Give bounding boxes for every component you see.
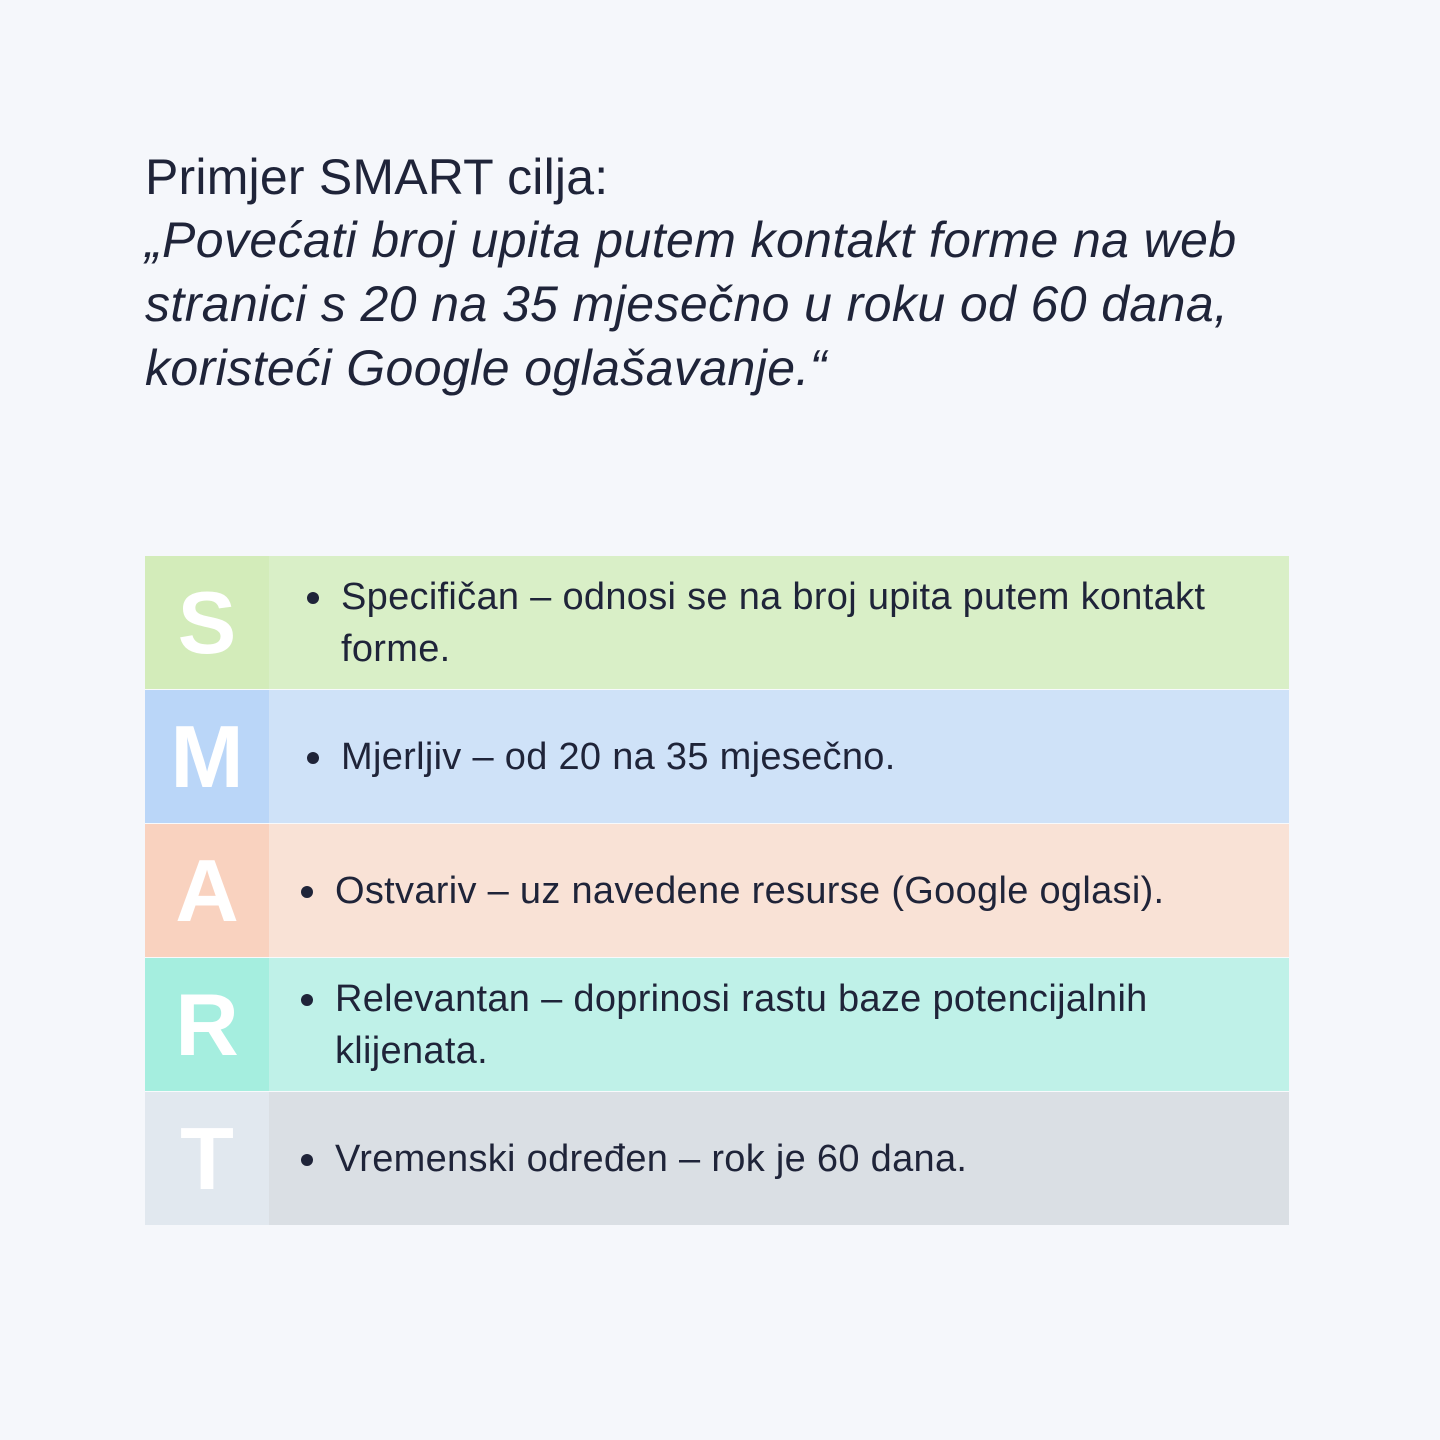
smart-letter-a: A bbox=[145, 824, 269, 957]
smart-row-r bbox=[145, 957, 1289, 1091]
smart-row-m bbox=[145, 689, 1289, 823]
smart-letter-t: T bbox=[145, 1092, 269, 1225]
smart-text-a: Ostvariv – uz navedene resurse (Google oglasi). bbox=[335, 869, 1165, 912]
page-title: Primjer SMART cilja: bbox=[145, 149, 609, 205]
smart-text-cell-a bbox=[269, 824, 1289, 957]
bullet-icon bbox=[301, 865, 335, 898]
smart-text-t: Vremenski određen – rok je 60 dana. bbox=[335, 1137, 968, 1180]
smart-letter-r: R bbox=[145, 958, 269, 1091]
smart-table bbox=[145, 556, 1289, 1225]
smart-text-cell-t bbox=[269, 1092, 1289, 1225]
smart-text-cell-m bbox=[269, 690, 1289, 823]
bullet-icon bbox=[301, 1133, 335, 1166]
header bbox=[145, 146, 1305, 400]
smart-text-r: Relevantan – doprinosi rastu baze potencijalnih klijenata. bbox=[335, 977, 1148, 1072]
smart-text-m: Mjerljiv – od 20 na 35 mjesečno. bbox=[341, 735, 896, 778]
bullet-item bbox=[301, 865, 1164, 917]
bullet-item bbox=[307, 571, 1271, 675]
bullet-item bbox=[307, 731, 896, 783]
bullet-icon bbox=[307, 731, 341, 764]
smart-letter-m: M bbox=[145, 690, 269, 823]
bullet-icon bbox=[301, 973, 335, 1006]
smart-text-cell-s bbox=[269, 556, 1289, 689]
smart-row-a bbox=[145, 823, 1289, 957]
bullet-item bbox=[301, 973, 1271, 1077]
smart-letter-s: S bbox=[145, 556, 269, 689]
bullet-item bbox=[301, 1133, 967, 1185]
smart-row-s bbox=[145, 556, 1289, 689]
smart-text-s: Specifičan – odnosi se na broj upita putem kontakt forme. bbox=[341, 575, 1206, 670]
bullet-icon bbox=[307, 571, 341, 604]
goal-quote: „Povećati broj upita putem kontakt forme na web stranici s 20 na 35 mjesečno u roku od 60 dana, koristeći Google oglašavanje.“ bbox=[145, 212, 1237, 396]
smart-text-cell-r bbox=[269, 958, 1289, 1091]
smart-row-t bbox=[145, 1091, 1289, 1225]
